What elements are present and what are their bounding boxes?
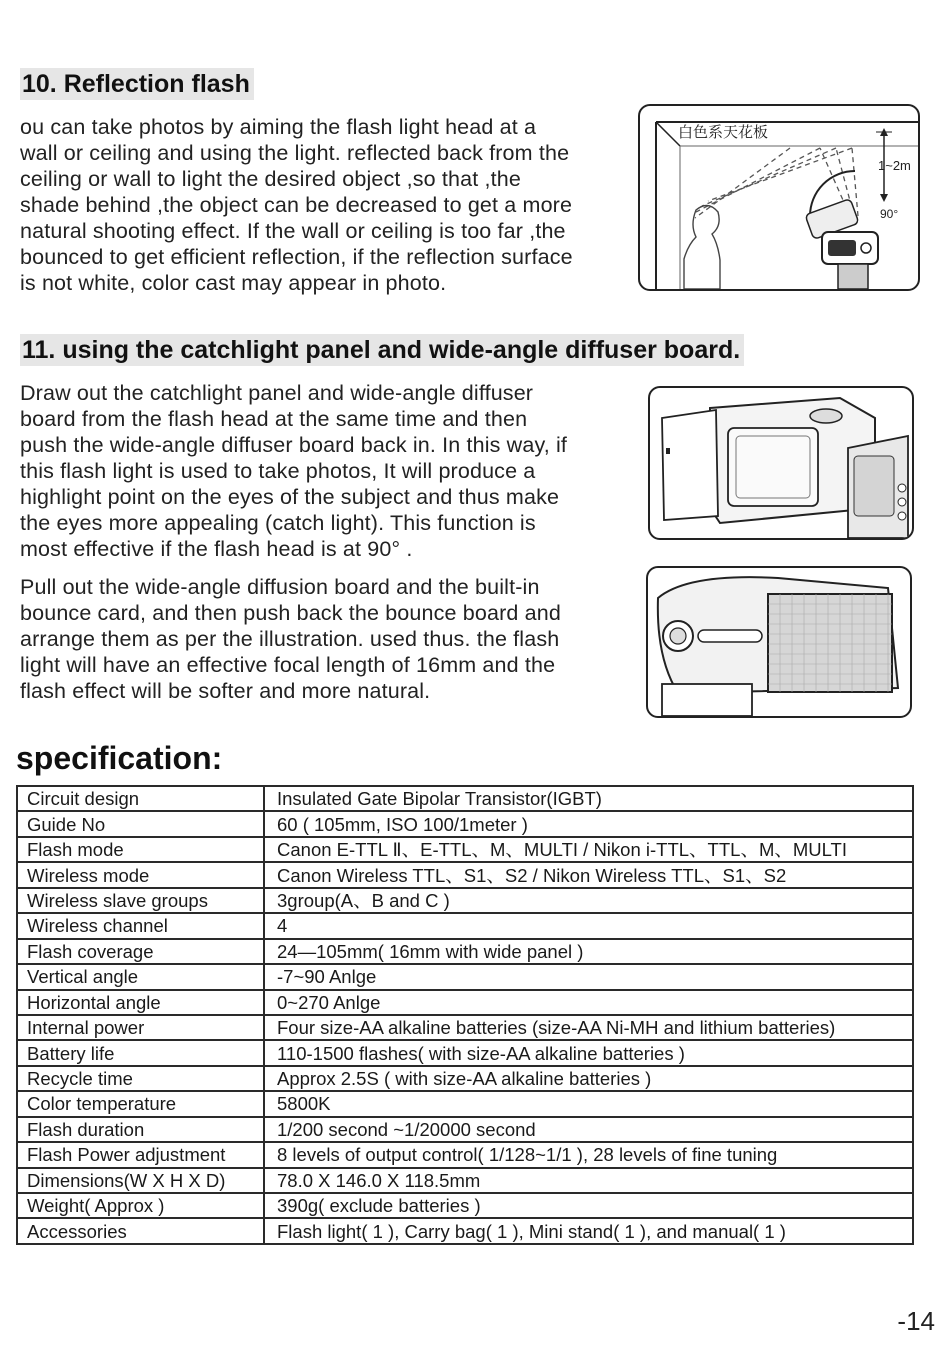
spec-value: 0~270 Anlge xyxy=(264,990,913,1015)
table-row xyxy=(17,1117,913,1142)
spec-value: Four size-AA alkaline batteries (size-AA Ni-MH and lithium batteries) xyxy=(264,1015,913,1040)
spec-value: 60 ( 105mm, ISO 100/1meter ) xyxy=(264,811,913,836)
spec-value: 5800K xyxy=(264,1091,913,1116)
catchlight-diagram xyxy=(650,388,912,538)
text-line: light will have an effective focal length of 16mm and the xyxy=(20,653,556,677)
table-row xyxy=(17,1040,913,1065)
text-line: bounce card, and then push back the bounce board and xyxy=(20,601,561,625)
text-line: ceiling or wall to light the desired object ,so that ,the xyxy=(20,167,521,191)
text-line: most effective if the flash head is at 90° . xyxy=(20,537,413,561)
table-row xyxy=(17,964,913,989)
spec-value: Flash light( 1 ), Carry bag( 1 ), Mini stand( 1 ), and manual( 1 ) xyxy=(264,1218,913,1243)
text-line: the eyes more appealing (catch light). This function is xyxy=(20,511,536,535)
text-line: push the wide-angle diffuser board back in. In this way, if xyxy=(20,433,568,457)
text-line: ou can take photos by aiming the flash light head at a xyxy=(20,115,537,139)
text-line: bounced to get efficient reflection, if the reflection surface xyxy=(20,245,573,269)
table-row xyxy=(17,1015,913,1040)
spec-label: Flash mode xyxy=(17,837,264,862)
text-line: this flash light is used to take photos, It will produce a xyxy=(20,459,536,483)
reflection-flash-illustration xyxy=(638,104,920,291)
table-row xyxy=(17,913,913,938)
distance-label: 1~2m xyxy=(878,158,911,173)
spec-label: Flash coverage xyxy=(17,939,264,964)
spec-value: 390g( exclude batteries ) xyxy=(264,1193,913,1218)
spec-value: Insulated Gate Bipolar Transistor(IGBT) xyxy=(264,786,913,811)
table-row xyxy=(17,1142,913,1167)
table-row xyxy=(17,939,913,964)
catchlight-panel-illustration xyxy=(648,386,914,540)
text-line: flash effect will be softer and more natural. xyxy=(20,679,431,703)
angle-label: 90° xyxy=(880,207,899,221)
spec-label: Recycle time xyxy=(17,1066,264,1091)
spec-label: Weight( Approx ) xyxy=(17,1193,264,1218)
table-row xyxy=(17,990,913,1015)
spec-label: Guide No xyxy=(17,811,264,836)
spec-value: 4 xyxy=(264,913,913,938)
spec-label: Wireless slave groups xyxy=(17,888,264,913)
spec-label: Circuit design xyxy=(17,786,264,811)
spec-value: 78.0 X 146.0 X 118.5mm xyxy=(264,1168,913,1193)
text-line: is not white, color cast may appear in photo. xyxy=(20,271,447,295)
section-11-heading: 11. using the catchlight panel and wide-angle diffuser board. xyxy=(20,334,744,366)
spec-label: Wireless channel xyxy=(17,913,264,938)
table-row xyxy=(17,862,913,887)
text-line: natural shooting effect. If the wall or ceiling is too far ,the xyxy=(20,219,566,243)
spec-value: Canon E-TTL Ⅱ、E-TTL、M、MULTI / Nikon i-TTL、TTL、M、MULTI xyxy=(264,837,913,862)
spec-label: Battery life xyxy=(17,1040,264,1065)
spec-label: Flash Power adjustment xyxy=(17,1142,264,1167)
spec-value: 8 levels of output control( 1/128~1/1 ), 28 levels of fine tuning xyxy=(264,1142,913,1167)
text-line: highlight point on the eyes of the subject and thus make xyxy=(20,485,560,509)
page-number: -14 xyxy=(897,1306,935,1336)
wide-angle-diffuser-illustration xyxy=(646,566,912,718)
spec-value: Approx 2.5S ( with size-AA alkaline batteries ) xyxy=(264,1066,913,1091)
table-row xyxy=(17,1168,913,1193)
table-row xyxy=(17,837,913,862)
text-line: Draw out the catchlight panel and wide-angle diffuser xyxy=(20,381,534,405)
text-line: shade behind ,the object can be decreased to get a more xyxy=(20,193,573,217)
section-10-heading: 10. Reflection flash xyxy=(20,68,254,100)
spec-label: Wireless mode xyxy=(17,862,264,887)
ceiling-label: 白色系天花板 xyxy=(678,123,769,141)
spec-label: Dimensions(W X H X D) xyxy=(17,1168,264,1193)
spec-value: 1/200 second ~1/20000 second xyxy=(264,1117,913,1142)
spec-label: Internal power xyxy=(17,1015,264,1040)
table-row xyxy=(17,888,913,913)
specification-table xyxy=(16,785,914,1245)
text-line: board from the flash head at the same time and then xyxy=(20,407,528,431)
table-row xyxy=(17,1193,913,1218)
diffuser-diagram xyxy=(648,568,910,716)
table-row xyxy=(17,811,913,836)
spec-label: Accessories xyxy=(17,1218,264,1243)
spec-value: 24—105mm( 16mm with wide panel ) xyxy=(264,939,913,964)
spec-label: Horizontal angle xyxy=(17,990,264,1015)
section-11-paragraph-2 xyxy=(20,574,630,704)
table-row xyxy=(17,1066,913,1091)
spec-label: Vertical angle xyxy=(17,964,264,989)
bounce-diagram xyxy=(640,106,918,289)
spec-value: 110-1500 flashes( with size-AA alkaline batteries ) xyxy=(264,1040,913,1065)
specification-title: specification: xyxy=(16,740,223,776)
spec-value: Canon Wireless TTL、S1、S2 / Nikon Wireless TTL、S1、S2 xyxy=(264,862,913,887)
spec-label: Color temperature xyxy=(17,1091,264,1116)
section-10-paragraph xyxy=(20,114,630,296)
spec-value: 3group(A、B and C ) xyxy=(264,888,913,913)
text-line: wall or ceiling and using the light. reflected back from the xyxy=(20,141,570,165)
spec-value: -7~90 Anlge xyxy=(264,964,913,989)
table-row xyxy=(17,1091,913,1116)
spec-label: Flash duration xyxy=(17,1117,264,1142)
table-row xyxy=(17,1218,913,1243)
text-line: Pull out the wide-angle diffusion board and the built-in xyxy=(20,575,540,599)
text-line: arrange them as per the illustration. used thus. the flash xyxy=(20,627,560,651)
section-11-paragraph-1 xyxy=(20,380,630,562)
table-row xyxy=(17,786,913,811)
